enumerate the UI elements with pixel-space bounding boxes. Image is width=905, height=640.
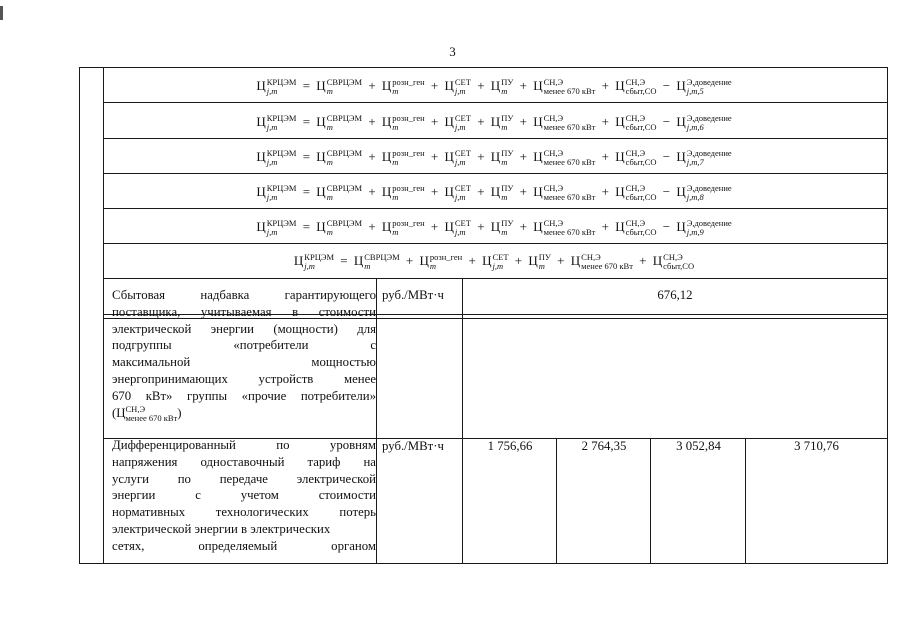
page-number: 3	[449, 44, 456, 59]
markup-value: 676,12	[657, 288, 693, 302]
row-separator	[103, 243, 888, 244]
tariff-unit: руб./МВт·ч	[382, 439, 444, 453]
table-bottom-border	[79, 563, 888, 564]
desc-line: энергии с учетом стоимости	[112, 488, 376, 503]
formula-row-6: Ц КРЦЭМ j,m = Ц СВРЦЭМ m + Ц розн_ген m + Ц СЕТ j,m + Ц ПУ m + Ц СН,Э менее 670 кВт + Ц СН,Э сбыт,СО − Ц Э,доведение j,m,6	[256, 113, 732, 132]
tariff-value-sn2: 3 052,84	[676, 439, 721, 453]
tariff-description	[112, 437, 376, 555]
table-top-border	[79, 67, 888, 68]
row-separator	[103, 102, 888, 103]
formula-row-5: Ц КРЦЭМ j,m = Ц СВРЦЭМ m + Ц розн_ген m + Ц СЕТ j,m + Ц ПУ m + Ц СН,Э менее 670 кВт + Ц СН,Э сбыт,СО − Ц Э,доведение j,m,5	[256, 77, 732, 96]
row-separator	[103, 138, 888, 139]
desc-line: 670 кВт» группы «прочие потребители»	[112, 388, 376, 403]
desc-line: нормативных технологических потерь	[112, 505, 376, 520]
desc-line: электрической энергии (мощности) для	[112, 321, 376, 336]
table-inner-left-border	[103, 67, 104, 564]
column-divider	[650, 438, 651, 564]
row-separator	[103, 208, 888, 209]
column-divider	[462, 278, 463, 564]
table-right-border	[887, 67, 888, 564]
desc-line: энергопринимающих устройств менее	[112, 371, 376, 386]
desc-line: услуги по передаче электрической	[112, 471, 376, 486]
desc-line: максимальной мощностью	[112, 355, 376, 370]
column-divider	[376, 278, 377, 564]
row-separator	[103, 173, 888, 174]
desc-line: электрической энергии в электрических	[112, 521, 331, 536]
tariff-value-nn: 3 710,76	[794, 439, 839, 453]
desc-line: напряжения одноставочный тариф на	[112, 454, 376, 469]
desc-line: Сбытовая надбавка гарантирующего	[112, 288, 376, 302]
row-separator	[103, 278, 888, 279]
formula-row-9: Ц КРЦЭМ j,m = Ц СВРЦЭМ m + Ц розн_ген m + Ц СЕТ j,m + Ц ПУ m + Ц СН,Э менее 670 кВт + Ц СН,Э сбыт,СО − Ц Э,доведение j,m,9	[256, 218, 732, 237]
tariff-value-vn: 1 756,66	[487, 439, 533, 453]
scan-edge-mark	[0, 6, 3, 20]
formula-row-8: Ц КРЦЭМ j,m = Ц СВРЦЭМ m + Ц розн_ген m + Ц СЕТ j,m + Ц ПУ m + Ц СН,Э менее 670 кВт + Ц СН,Э сбыт,СО − Ц Э,доведение j,m,8	[256, 183, 732, 202]
markup-unit: руб./МВт·ч	[382, 288, 444, 302]
table-left-border	[79, 67, 80, 564]
formula-row-7: Ц КРЦЭМ j,m = Ц СВРЦЭМ m + Ц розн_ген m + Ц СЕТ j,m + Ц ПУ m + Ц СН,Э менее 670 кВт + Ц СН,Э сбыт,СО − Ц Э,доведение j,m,7	[256, 148, 732, 167]
desc-line: подгруппы «потребители с	[112, 338, 376, 353]
column-divider	[556, 438, 557, 564]
tariff-value-sn1: 2 764,35	[581, 439, 627, 453]
desc-line: Дифференцированный по уровням	[112, 438, 376, 452]
desc-line: поставщика, учитываемая в стоимости	[112, 304, 376, 319]
formula-base: Ц КРЦЭМ j,m = Ц СВРЦЭМ m + Ц розн_ген m + Ц СЕТ j,m + Ц ПУ m + Ц СН,Э менее 670 кВт + Ц СН,Э сбыт,СО	[293, 252, 695, 271]
markup-description	[112, 287, 376, 423]
desc-line: сетях, определяемый органом	[112, 538, 376, 553]
markup-label: (Ц СН,Э менее 670 кВт )	[112, 403, 182, 423]
column-divider	[745, 438, 746, 564]
